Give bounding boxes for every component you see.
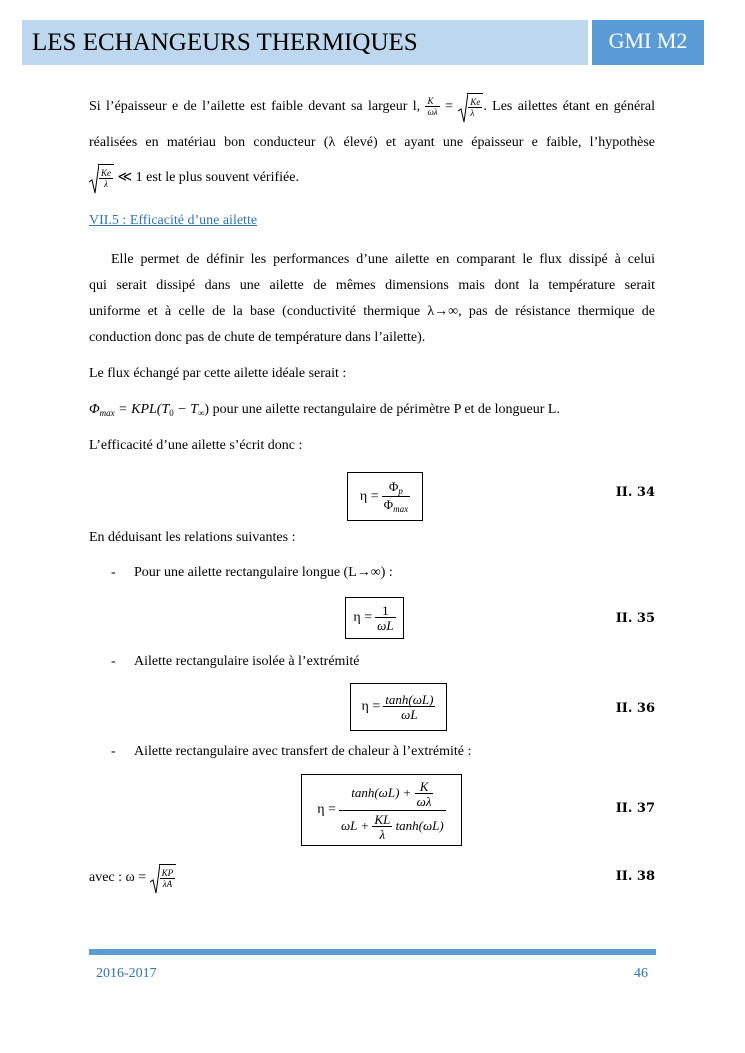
section-heading: VII.5 : Efficacité d’une ailette: [89, 213, 258, 228]
bullet-text-1: Pour une ailette rectangulaire longue (L→∞) :: [134, 565, 393, 580]
paragraph-line-3: uniforme et à celle de la base (conductivité thermique λ→∞, pas de résistance thermique de: [89, 304, 655, 319]
equation-label-36: II. 36: [615, 701, 655, 716]
sqrt-kp-over-lambda-a: $\frac{KP}{\lambda A}$: [150, 864, 177, 892]
equation-label-34: II. 34: [615, 485, 655, 500]
equation-box-37: η = tanh(ωL) + $\frac{K}{\omega\lambda}$ ωL + $\frac{KL}{\lambda}$ tanh(ωL): [301, 774, 462, 846]
fraction-k-over-omega-lambda: $\frac{K}{\omega\lambda}$: [427, 96, 438, 117]
intro-line-1: Si l’épaisseur e de l’ailette est faible devant sa largeur l, $\frac{K}{\omega\lambda}$ = $\frac{Ke}{\lambda}$ . Les ailettes étant en général: [89, 93, 655, 121]
page-header-title: LES ECHANGEURS THERMIQUES: [22, 20, 588, 65]
ideal-flux-text: Le flux échangé par cette ailette idéale serait :: [89, 366, 347, 381]
bullet-dash-2: -: [111, 654, 116, 669]
page-header-code: GMI M2: [592, 20, 704, 65]
bullet-text-2: Ailette rectangulaire isolée à l’extrémité: [134, 654, 360, 669]
paragraph-line-2: qui serait dissipé dans une ailette de mêmes dimensions mais dont la température serait: [89, 278, 655, 293]
bullet-dash-1: -: [111, 565, 116, 580]
paragraph-line-4: conduction donc pas de chute de température dans l’ailette).: [89, 330, 426, 345]
equation-box-35: η = $\frac{1}{\omega L}$: [345, 597, 404, 639]
equation-label-37: II. 37: [615, 801, 655, 816]
footer-years: 2016-2017: [96, 966, 157, 981]
intro-line-3: $\frac{Ke}{\lambda}$ ≪ 1 est le plus souvent vérifiée.: [89, 164, 655, 192]
bullet-dash-3: -: [111, 744, 116, 759]
paragraph-line-1: Elle permet de définir les performances d’une ailette en comparant le flux dissipé à celui: [111, 252, 655, 267]
efficiency-text: L’efficacité d’une ailette s’écrit donc :: [89, 438, 303, 453]
sqrt-ke-over-lambda-2: $\frac{Ke}{\lambda}$: [89, 164, 114, 192]
equation-38: avec : ω = $\frac{KP}{\lambda A}$: [89, 864, 655, 892]
deducing-text: En déduisant les relations suivantes :: [89, 530, 296, 545]
phi-max-equation: $\Phi_{max} = KPL(T_0 - T_\infty)$ pour une ailette rectangulaire de périmètre P et de longueur L.: [89, 402, 560, 418]
page-number: 46: [634, 966, 648, 981]
equation-label-38: II. 38: [615, 869, 655, 884]
equation-box-36: η = $\frac{\tanh(\omega L)}{\omega L}$: [350, 683, 447, 731]
sqrt-ke-over-lambda: $\frac{Ke}{\lambda}$: [458, 93, 483, 121]
equation-label-35: II. 35: [615, 611, 655, 626]
intro-line-2: réalisées en matériau bon conducteur (λ élevé) et ayant une épaisseur e faible, l’hypothèse: [89, 135, 655, 150]
footer-divider: [89, 949, 656, 955]
equation-box-34: η = $\frac{\Phi_p}{\Phi_{max}}$: [347, 472, 423, 521]
bullet-text-3: Ailette rectangulaire avec transfert de chaleur à l’extrémité :: [134, 744, 472, 759]
